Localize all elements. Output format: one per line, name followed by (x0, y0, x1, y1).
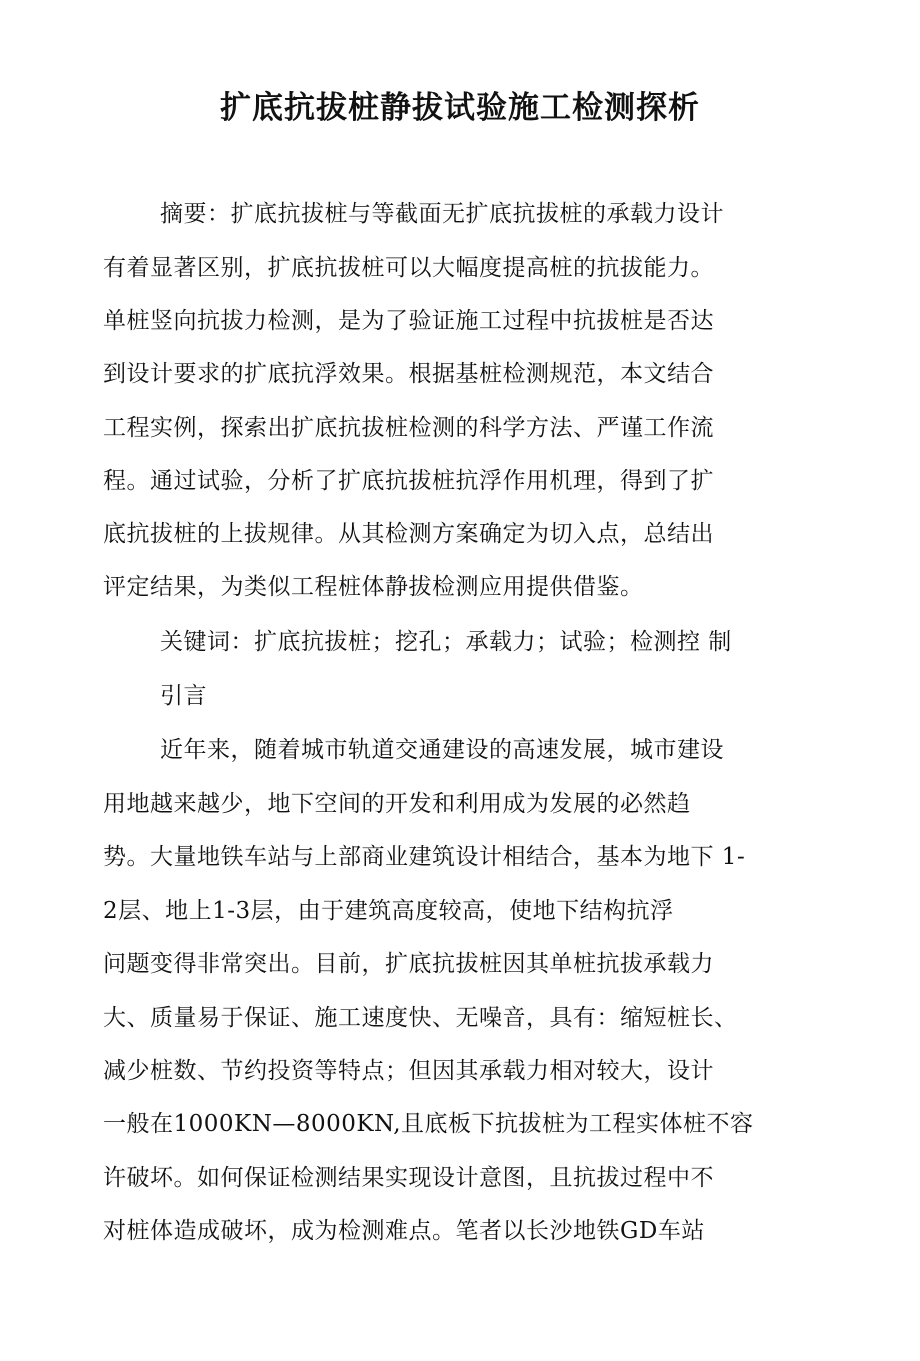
body-line-10: 对桩体造成破坏，成为检测难点。笔者以长沙地铁GD车站 (103, 1218, 705, 1244)
abstract-line-2: 有着显著区别，扩底抗拔桩可以大幅度提高桩的抗拔能力。 (103, 255, 714, 281)
body-line-5: 问题变得非常突出。目前，扩底抗拔桩因其单桩抗拔承载力 (103, 951, 714, 977)
abstract-line-3: 单桩竖向抗拔力检测，是为了验证施工过程中抗拔桩是否达 (103, 308, 714, 334)
body-line-3: 势。大量地铁车站与上部商业建筑设计相结合，基本为地下 1- (103, 844, 746, 870)
abstract-line-1: 摘要：扩底抗拔桩与等截面无扩底抗拔桩的承载力设计 (160, 201, 724, 227)
abstract-line-7: 底抗拔桩的上拔规律。从其检测方案确定为切入点，总结出 (103, 521, 714, 547)
body-line-6: 大、质量易于保证、施工速度快、无噪音，具有：缩短桩长、 (103, 1005, 738, 1031)
body-line-1: 近年来，随着城市轨道交通建设的高速发展，城市建设 (160, 737, 724, 763)
body-line-4: 2层、地上1-3层，由于建筑高度较高，使地下结构抗浮 (103, 898, 674, 924)
abstract-line-4: 到设计要求的扩底抗浮效果。根据基桩检测规范，本文结合 (103, 361, 714, 387)
section-heading-intro: 引言 (160, 683, 207, 709)
keywords-line: 关键词：扩底抗拔桩；挖孔；承载力；试验；检测控 制 (160, 629, 732, 655)
abstract-line-8: 评定结果，为类似工程桩体静拔检测应用提供借鉴。 (103, 574, 644, 600)
body-line-7: 减少桩数、节约投资等特点；但因其承载力相对较大，设计 (103, 1058, 714, 1084)
abstract-line-6: 程。通过试验，分析了扩底抗拔桩抗浮作用机理，得到了扩 (103, 468, 714, 494)
document-title: 扩底抗拔桩静拔试验施工检测探析 (220, 90, 700, 126)
body-line-2: 用地越来越少，地下空间的开发和利用成为发展的必然趋 (103, 791, 691, 817)
body-line-8: 一般在1000KN—8000KN,且底板下抗拔桩为工程实体桩不容 (103, 1111, 754, 1137)
body-line-9: 许破坏。如何保证检测结果实现设计意图，且抗拔过程中不 (103, 1165, 714, 1191)
abstract-line-5: 工程实例，探索出扩底抗拔桩检测的科学方法、严谨工作流 (103, 415, 714, 441)
